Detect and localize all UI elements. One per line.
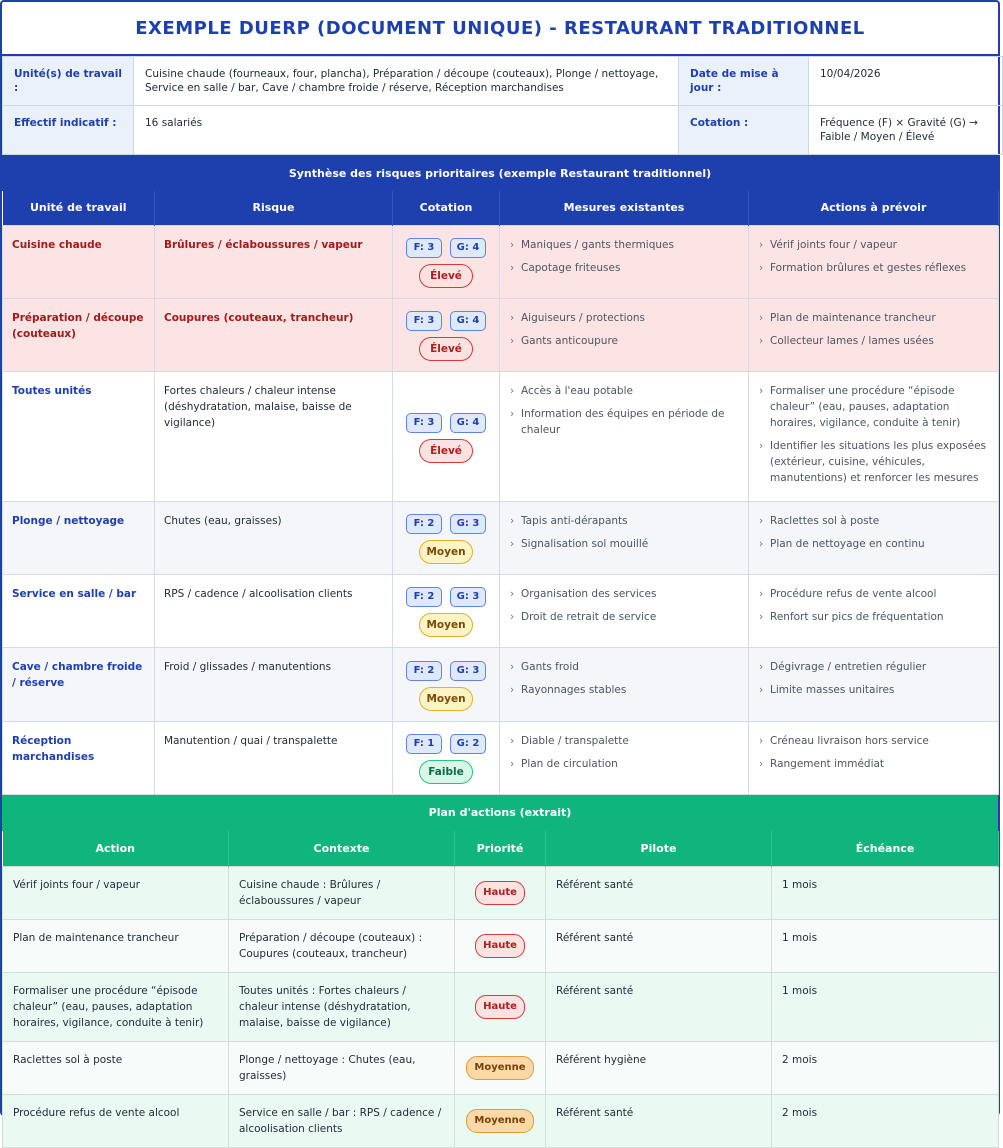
measure-item: › Accès à l'eau potable xyxy=(509,383,739,399)
gravity-chip: G: 3 xyxy=(450,587,486,607)
risk-unit: Toutes unités xyxy=(3,371,155,501)
cotation-cell xyxy=(393,501,500,574)
action-item: › Plan de maintenance trancheur xyxy=(758,310,989,326)
risk-name: RPS / cadence / alcoolisation clients xyxy=(155,574,393,647)
actions-cell xyxy=(749,298,999,371)
plan-row xyxy=(3,1042,999,1095)
cotation-cell xyxy=(393,371,500,501)
risk-unit: Réception marchandises xyxy=(3,721,155,794)
action-item: › Créneau livraison hors service xyxy=(758,733,989,749)
col-header-pilot: Pilote xyxy=(546,831,772,867)
measure-item: › Rayonnages stables xyxy=(509,682,739,698)
risk-unit: Préparation / découpe (couteaux) xyxy=(3,298,155,371)
action-item: › Plan de nettoyage en continu xyxy=(758,536,989,552)
measures-cell xyxy=(500,721,749,794)
risk-row xyxy=(3,647,999,721)
plan-context: Plonge / nettoyage : Chutes (eau, graisses) xyxy=(229,1042,455,1095)
gravity-chip: G: 4 xyxy=(450,413,486,433)
risk-table xyxy=(2,191,999,795)
frequency-chip: F: 3 xyxy=(406,413,442,433)
measure-item: › Gants anticoupure xyxy=(509,333,739,349)
plan-deadline: 1 mois xyxy=(772,920,999,973)
action-item: › Limite masses unitaires xyxy=(758,682,989,698)
gravity-chip: G: 2 xyxy=(450,734,486,754)
risk-row xyxy=(3,574,999,647)
info-table xyxy=(2,56,1003,155)
risk-name: Brûlures / éclaboussures / vapeur xyxy=(155,225,393,298)
measure-item: › Capotage friteuses xyxy=(509,260,739,276)
frequency-chip: F: 2 xyxy=(406,661,442,681)
plan-action: Formaliser une procédure “épisode chaleur” (eau, pauses, adaptation horaires, vigilance, conduite à tenir) xyxy=(3,973,229,1042)
risk-row xyxy=(3,371,999,501)
plan-row xyxy=(3,1095,999,1148)
col-header-deadline: Échéance xyxy=(772,831,999,867)
measure-item: › Aiguiseurs / protections xyxy=(509,310,739,326)
level-badge: Faible xyxy=(419,760,473,784)
measure-item: › Tapis anti-dérapants xyxy=(509,513,739,529)
cotation-cell xyxy=(393,721,500,794)
action-item: › Raclettes sol à poste xyxy=(758,513,989,529)
col-header-risk: Risque xyxy=(155,191,393,225)
risk-row xyxy=(3,298,999,371)
actions-cell xyxy=(749,225,999,298)
measures-cell xyxy=(500,501,749,574)
frequency-chip: F: 1 xyxy=(406,734,442,754)
frequency-chip: F: 3 xyxy=(406,311,442,331)
cotation-cell xyxy=(393,298,500,371)
date-label: Date de mise à jour : xyxy=(679,57,809,106)
cotation-cell xyxy=(393,225,500,298)
gravity-chip: G: 3 xyxy=(450,514,486,534)
cotation-value: Fréquence (F) × Gravité (G) → Faible / Moyen / Élevé xyxy=(809,106,1003,155)
gravity-chip: G: 4 xyxy=(450,238,486,258)
col-header-priority: Priorité xyxy=(455,831,546,867)
plan-deadline: 1 mois xyxy=(772,973,999,1042)
risk-row xyxy=(3,225,999,298)
level-badge: Élevé xyxy=(419,264,473,288)
action-item: › Collecteur lames / lames usées xyxy=(758,333,989,349)
action-item: › Rangement immédiat xyxy=(758,756,989,772)
plan-pilot: Référent hygiène xyxy=(546,1042,772,1095)
actions-cell xyxy=(749,371,999,501)
col-header-unit: Unité de travail xyxy=(3,191,155,225)
risk-row xyxy=(3,501,999,574)
effectif-label: Effectif indicatif : xyxy=(3,106,134,155)
gravity-chip: G: 3 xyxy=(450,661,486,681)
measures-cell xyxy=(500,371,749,501)
synthese-title: Synthèse des risques prioritaires (exemple Restaurant traditionnel) xyxy=(2,155,998,191)
effectif-value: 16 salariés xyxy=(134,106,679,155)
plan-row xyxy=(3,867,999,920)
cotation-cell xyxy=(393,574,500,647)
cotation-cell xyxy=(393,647,500,721)
level-badge: Moyen xyxy=(419,540,473,564)
measure-item: › Droit de retrait de service xyxy=(509,609,739,625)
plan-title: Plan d'actions (extrait) xyxy=(2,795,998,831)
actions-cell xyxy=(749,574,999,647)
page-title: EXEMPLE DUERP (DOCUMENT UNIQUE) - RESTAURANT TRADITIONNEL xyxy=(2,2,998,56)
risk-unit: Plonge / nettoyage xyxy=(3,501,155,574)
plan-deadline: 2 mois xyxy=(772,1095,999,1148)
plan-deadline: 1 mois xyxy=(772,867,999,920)
risk-unit: Cuisine chaude xyxy=(3,225,155,298)
risk-name: Coupures (couteaux, trancheur) xyxy=(155,298,393,371)
measure-item: › Diable / transpalette xyxy=(509,733,739,749)
plan-table xyxy=(2,831,999,1148)
action-item: › Dégivrage / entretien régulier xyxy=(758,659,989,675)
level-badge: Élevé xyxy=(419,337,473,361)
actions-cell xyxy=(749,647,999,721)
actions-cell xyxy=(749,721,999,794)
plan-action: Raclettes sol à poste xyxy=(3,1042,229,1095)
plan-action: Procédure refus de vente alcool xyxy=(3,1095,229,1148)
plan-pilot: Référent santé xyxy=(546,973,772,1042)
plan-pilot: Référent santé xyxy=(546,1095,772,1148)
plan-deadline: 2 mois xyxy=(772,1042,999,1095)
action-item: › Formation brûlures et gestes réflexes xyxy=(758,260,989,276)
risk-name: Manutention / quai / transpalette xyxy=(155,721,393,794)
level-badge: Moyen xyxy=(419,613,473,637)
frequency-chip: F: 2 xyxy=(406,587,442,607)
risk-unit: Service en salle / bar xyxy=(3,574,155,647)
plan-context: Service en salle / bar : RPS / cadence / alcoolisation clients xyxy=(229,1095,455,1148)
risk-name: Fortes chaleurs / chaleur intense (déshydratation, malaise, baisse de vigilance) xyxy=(155,371,393,501)
action-item: › Identifier les situations les plus exposées (extérieur, cuisine, véhicules, manutentions) et renforcer les mesures xyxy=(758,438,989,486)
plan-pilot: Référent santé xyxy=(546,920,772,973)
col-header-measures: Mesures existantes xyxy=(500,191,749,225)
col-header-context: Contexte xyxy=(229,831,455,867)
level-badge: Élevé xyxy=(419,439,473,463)
measure-item: › Signalisation sol mouillé xyxy=(509,536,739,552)
measure-item: › Plan de circulation xyxy=(509,756,739,772)
plan-pilot: Référent santé xyxy=(546,867,772,920)
level-badge: Moyen xyxy=(419,687,473,711)
cotation-label: Cotation : xyxy=(679,106,809,155)
priority-badge: Haute xyxy=(475,934,525,958)
measures-cell xyxy=(500,225,749,298)
col-header-action: Action xyxy=(3,831,229,867)
frequency-chip: F: 2 xyxy=(406,514,442,534)
measure-item: › Maniques / gants thermiques xyxy=(509,237,739,253)
measures-cell xyxy=(500,298,749,371)
actions-cell xyxy=(749,501,999,574)
measure-item: › Information des équipes en période de chaleur xyxy=(509,406,739,438)
risk-row xyxy=(3,721,999,794)
measure-item: › Gants froid xyxy=(509,659,739,675)
priority-badge: Haute xyxy=(475,995,525,1019)
priority-badge: Moyenne xyxy=(466,1056,534,1080)
plan-row xyxy=(3,920,999,973)
risk-name: Froid / glissades / manutentions xyxy=(155,647,393,721)
units-value: Cuisine chaude (fourneaux, four, plancha), Préparation / découpe (couteaux), Plonge / nettoyage, Service en salle / bar, Cave / chambre froide / réserve, Réception marchandises xyxy=(134,57,679,106)
plan-context: Cuisine chaude : Brûlures / éclaboussures / vapeur xyxy=(229,867,455,920)
measure-item: › Organisation des services xyxy=(509,586,739,602)
action-item: › Renfort sur pics de fréquentation xyxy=(758,609,989,625)
plan-row xyxy=(3,973,999,1042)
col-header-cotation: Cotation xyxy=(393,191,500,225)
priority-badge: Haute xyxy=(475,881,525,905)
gravity-chip: G: 4 xyxy=(450,311,486,331)
plan-action: Plan de maintenance trancheur xyxy=(3,920,229,973)
units-label: Unité(s) de travail : xyxy=(3,57,134,106)
risk-name: Chutes (eau, graisses) xyxy=(155,501,393,574)
action-item: › Formaliser une procédure “épisode chaleur” (eau, pauses, adaptation horaires, vigilance, conduite à tenir) xyxy=(758,383,989,431)
frequency-chip: F: 3 xyxy=(406,238,442,258)
measures-cell xyxy=(500,647,749,721)
risk-unit: Cave / chambre froide / réserve xyxy=(3,647,155,721)
action-item: › Vérif joints four / vapeur xyxy=(758,237,989,253)
plan-context: Toutes unités : Fortes chaleurs / chaleur intense (déshydratation, malaise, baisse de vigilance) xyxy=(229,973,455,1042)
priority-badge: Moyenne xyxy=(466,1109,534,1133)
plan-context: Préparation / découpe (couteaux) : Coupures (couteaux, trancheur) xyxy=(229,920,455,973)
col-header-actions: Actions à prévoir xyxy=(749,191,999,225)
date-value: 10/04/2026 xyxy=(809,57,1003,106)
plan-action: Vérif joints four / vapeur xyxy=(3,867,229,920)
action-item: › Procédure refus de vente alcool xyxy=(758,586,989,602)
measures-cell xyxy=(500,574,749,647)
